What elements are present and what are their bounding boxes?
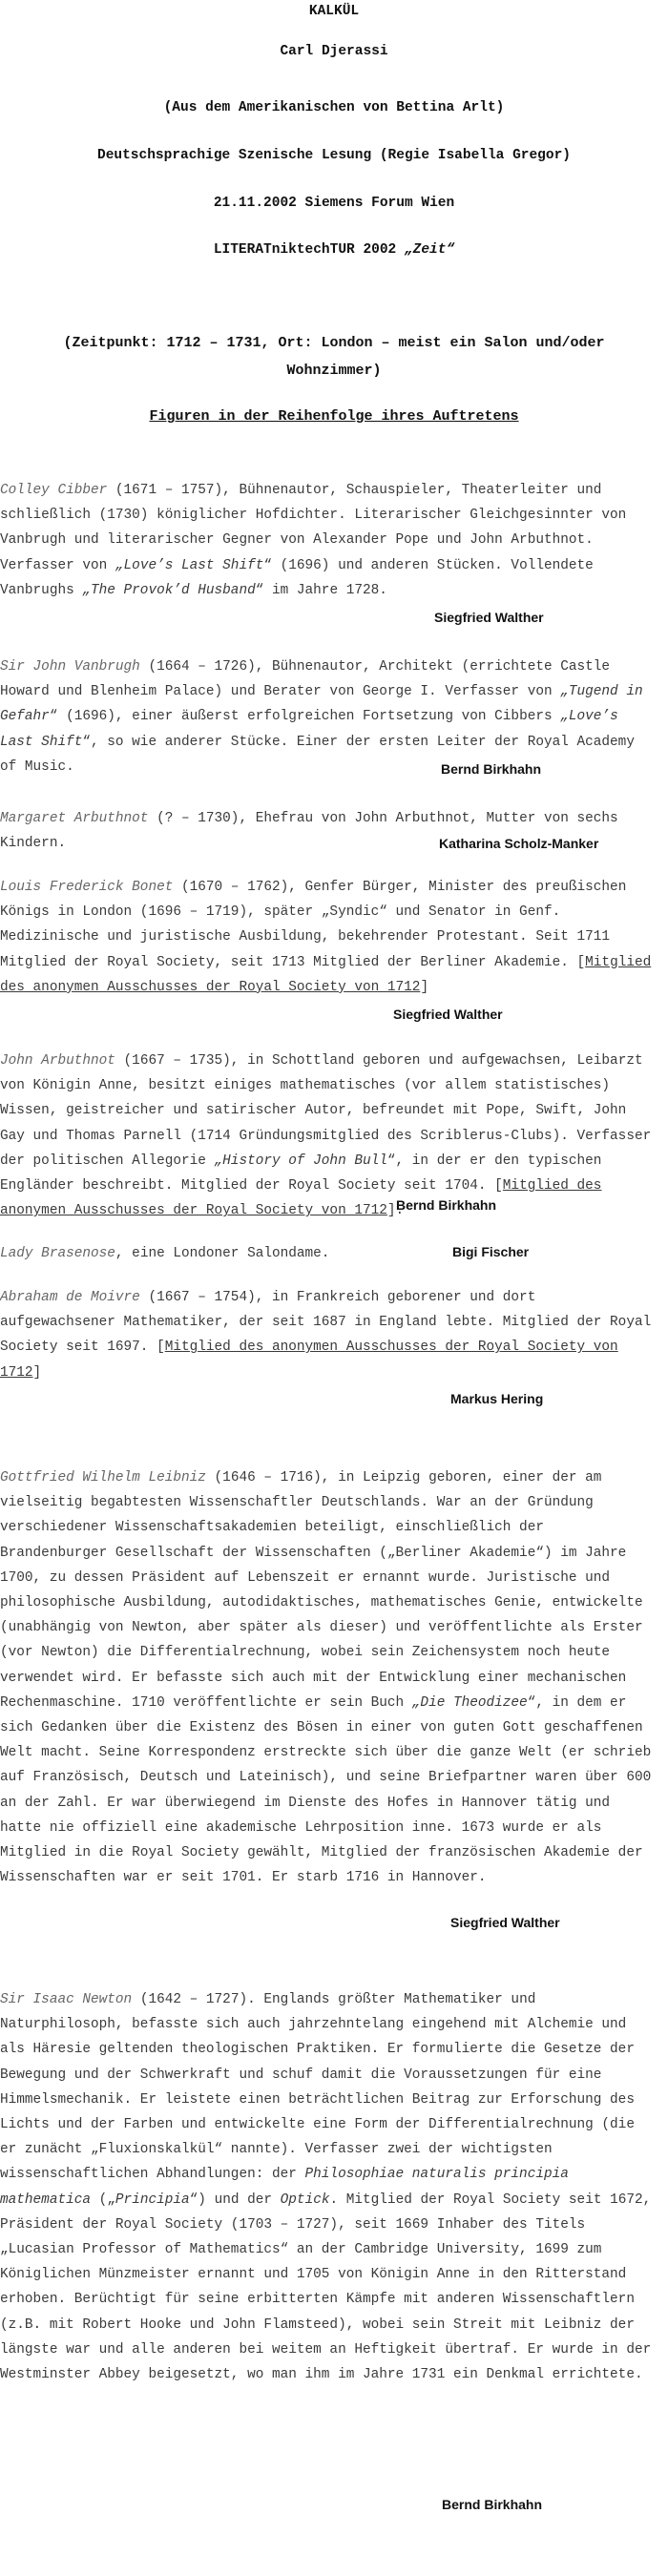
- entry-text: (1671 – 1757), Bühnenautor, Schauspieler, Theaterleiter und schließlich (1730) königlicher Hofdichter. Literarischer Gleichgesinnter von Vanbrugh und literarischer Gegner von Alexander Pope und John Arbuthnot. Verfasser von: [0, 483, 627, 573]
- character-name: Margaret Arbuthnot: [0, 811, 149, 826]
- entry-text: (1642 – 1727). Englands größter Mathematiker und Naturphilosoph, befasste sich auch jahrzehntelang eingehend mit Alchemie und als Häresie geltenden theologischen Praktiken. Er formulierte die Gesetze der Bewegung und der Schwerkraft und schuf damit die Voraussetzungen für eine Himmelsmechanik. Er leistete einen beträchtlichen Beitrag zur Erforschung des Lichts und der Farben und entwickelte eine Form der Differentialrechnung (die er zunächt „Fluxionskalkül“ nannte). Verfasser zwei der wichtigsten wissenschaftlichen Abhandlungen: der: [0, 1992, 635, 2183]
- entry-text: (1670 – 1762), Genfer Bürger, Minister des preußischen Königs in London (1696 – 1719), später „Syndic“ und Senator in Genf. Medizinische und juristische Ausbildung, bekehrender Protestant. Seit 1711 Mitglied der Royal Society, seit 1713 Mitglied der Berliner Akademie. [: [0, 880, 627, 970]
- entry-text: (1664 – 1726), Bühnenautor, Architekt (errichtete Castle Howard und Blenheim Palace) und Berater von George I. Verfasser von: [0, 659, 611, 700]
- entry-louis-bonet: [0, 875, 658, 1000]
- entry-text: ].: [386, 1203, 405, 1219]
- entry-text: (1646 – 1716), in Leipzig geboren, einer der am vielseitig begabtesten Wissenschaftler Deutschlands. War an der Gründung verschiedener Wissenschaftsakademien beteiligt, einschließlich der Brandenburger Gesellschaft der Wissenschaften („Berliner Akademie“) im Jahre 1700, zu dessen Präsident auf Lebenszeit er ernannt wurde. Juristische und philosophische Ausbildung, autodidaktisches, mathematisches Genie, entwickelte (unabhängig von Newton, aber später als dieser) und veröffentlichte als Erster (vor Newton) die Differentialrechnung, wobei sein Zeichensystem noch heute verwendet wird. Er befasste sich auch mit der Entwicklung einer mechanischen Rechenmaschine. 1710 veröffentlichte er sein Buch: [0, 1470, 643, 1711]
- entry-john-vanbrugh: [0, 654, 658, 779]
- character-name: Lady Brasenose: [0, 1246, 115, 1261]
- work-title: Philosophiae naturalis principia mathematica: [0, 2167, 569, 2208]
- entry-text: “) und der: [189, 2192, 281, 2208]
- actor-name: Bigi Fischer: [452, 1244, 530, 1259]
- entry-text: (? – 1730), Ehefrau von John Arbuthnot, Mutter von sechs Kindern.: [0, 811, 618, 852]
- actor-name: Bernd Birkhahn: [441, 761, 542, 777]
- entry-abraham-de-moivre: [0, 1285, 658, 1385]
- entry-text: “ (1696) und anderen Stücken. Vollendete Vanbrughs: [0, 557, 594, 598]
- committee-note: Mitglied des anonymen Ausschusses der Royal Society von 1712: [0, 1178, 602, 1219]
- entry-text: (1667 – 1735), in Schottland geboren und aufgewachsen, Leibarzt von Königin Anne, besitzt einiges mathematisches (vor allem statistisches) Wissen, geistreicher und satirischer Autor, befreundet mit Pope, Swift, John Gay und Thomas Parnell (1714 Gründungsmitglied des Scriblerus-Clubs). Verfasser der politischen Allegorie: [0, 1053, 652, 1169]
- character-name: Colley Cibber: [0, 483, 108, 498]
- translation-note: (Aus dem Amerikanischen von Bettina Arlt): [163, 100, 505, 115]
- actor-name: Bernd Birkhahn: [396, 1197, 497, 1213]
- work-title: „Love’s Last Shift: [115, 557, 264, 573]
- entry-text: “, so wie anderer Stücke. Einer der ersten Leiter der Royal Academy of Music.: [0, 734, 635, 775]
- work-title: „Love’s Last Shift: [0, 709, 618, 750]
- work-title: Optick: [280, 2192, 330, 2208]
- work-title: „History of John Bull: [214, 1153, 387, 1169]
- entry-text: (1667 – 1754), in Frankreich geborener und dort aufgewachsener Mathematiker, der seit 1687 in England lebte. Mitglied der Royal Society seit 1697. [: [0, 1290, 652, 1356]
- entry-text: ]: [32, 1364, 42, 1381]
- date-venue: 21.11.2002 Siemens Forum Wien: [213, 196, 455, 211]
- entry-text: “, in dem er sich Gedanken über die Existenz des Bösen in einer von guten Gott geschaffenen Welt macht. Seine Korrespondenz erstreckte sich über die ganze Welt (er schrieb auf Französisch, Deutsch und Lateinisch), und seine Briefpartner waren über 600 an der Zahl. Er war überwiegend im Dienste des Hofes in Hannover tätig und hatte nie offiziell eine akademische Lehrposition inne. 1673 wurde er als Mitglied in die Royal Society gewählt, Mitglied der französischen Akademie der Wissenschaften war er seit 1701. Er starb 1716 in Hannover.: [0, 1694, 652, 1886]
- work-title: „Die Theodizee: [411, 1694, 528, 1711]
- character-name: Abraham de Moivre: [0, 1290, 140, 1305]
- character-name: Sir John Vanbrugh: [0, 659, 140, 675]
- actor-name: Bernd Birkhahn: [442, 2497, 543, 2512]
- work-title: Principia: [115, 2192, 190, 2208]
- figures-heading: Figuren in der Reihenfolge ihres Auftretens: [149, 408, 519, 425]
- actor-name: Siegfried Walther: [434, 610, 544, 625]
- entry-colley-cibber: [0, 478, 658, 603]
- character-name: Sir Isaac Newton: [0, 1992, 133, 2007]
- play-author: Carl Djerassi: [280, 44, 388, 59]
- entry-text: , eine Londoner Salondame.: [115, 1246, 330, 1261]
- entry-text: ]: [420, 979, 429, 995]
- festival-line: [0, 242, 668, 258]
- committee-note: Mitglied des anonymen Ausschusses der Royal Society von 1712: [0, 954, 652, 995]
- character-name: John Arbuthnot: [0, 1053, 115, 1069]
- entry-text: “ im Jahre 1728.: [255, 582, 387, 598]
- festival-prefix: LITERATniktechTUR 2002: [213, 242, 405, 258]
- work-title: „Tugend in Gefahr: [0, 684, 643, 725]
- entry-lady-brasenose: [0, 1241, 658, 1266]
- entry-text: . Mitglied der Royal Society seit 1672, Präsident der Royal Society (1703 – 1727), seit 1669 Inhaber des Titels „Lucasian Professor of Mathematics“ an der Cambridge University, 1699 zum Königlichen Münzmeister ernannt und 1705 von Königin Anne in den Ritterstand erhoben. Berüchtigt für seine erbitterten Kämpfe mit anderen Wissenschaftlern (z.B. mit Robert Hooke und John Flamsteed), wobei sein Streit mit Leibniz der längste war und alle anderen bei weitem an Heftigkeit übertraf. Er wurde in der Westminster Abbey beigesetzt, wo man ihm im Jahre 1731 ein Denkmal errichtete.: [0, 2192, 652, 2383]
- setting-note: (Zeitpunkt: 1712 – 1731, Ort: London – meist ein Salon und/oder Wohnzimmer): [63, 335, 605, 379]
- play-title: KALKÜL: [308, 4, 360, 19]
- committee-note: Mitglied des anonymen Ausschusses der Royal Society von 1712: [0, 1340, 618, 1381]
- festival-theme: „Zeit“: [404, 242, 455, 258]
- actor-name: Katharina Scholz-Manker: [439, 836, 599, 851]
- character-name: Gottfried Wilhelm Leibniz: [0, 1470, 206, 1485]
- entry-text: “, in der er den typischen Engländer beschreibt. Mitglied der Royal Society seit 1704. [: [0, 1153, 602, 1195]
- character-name: Louis Frederick Bonet: [0, 880, 174, 895]
- entry-leibniz: [0, 1465, 658, 1890]
- actor-name: Markus Hering: [450, 1391, 544, 1406]
- reading-note: Deutschsprachige Szenische Lesung (Regie Isabella Gregor): [97, 148, 571, 163]
- entry-isaac-newton: [0, 1987, 658, 2387]
- entry-text: “ (1696), einer äußerst erfolgreichen Fortsetzung von Cibbers: [49, 709, 561, 725]
- entry-john-arbuthnot: [0, 1049, 658, 1223]
- entry-text: („: [91, 2192, 115, 2208]
- actor-name: Siegfried Walther: [450, 1915, 560, 1930]
- actor-name: Siegfried Walther: [393, 1007, 503, 1022]
- work-title: „The Provok’d Husband: [82, 582, 256, 598]
